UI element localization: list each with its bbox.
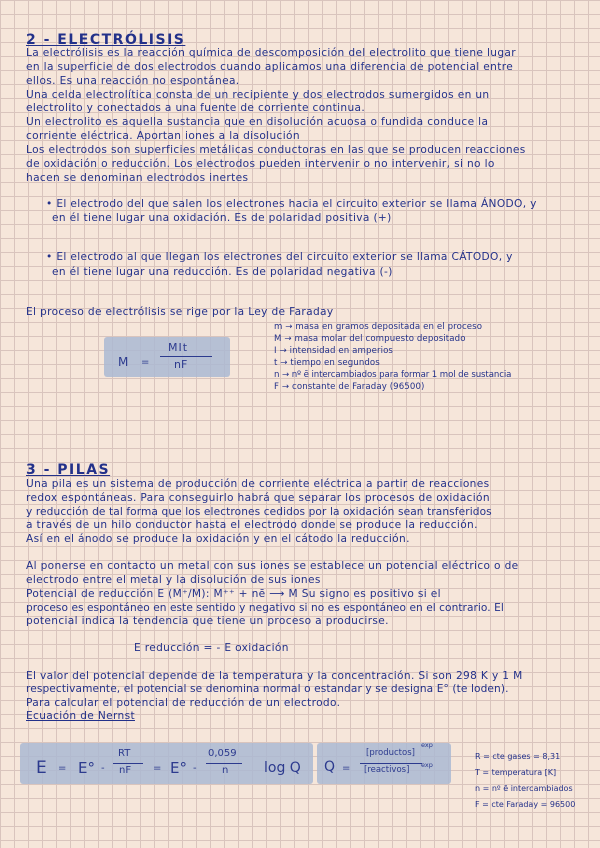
text-line: Para calcular el potencial de reducción de un electrodo. [26, 697, 341, 709]
text-line: La electrólisis es la reacción química de descomposición del electrolito que tiene lugar [26, 47, 516, 59]
q-productos: [productos] [366, 748, 415, 758]
equals-sign: = [58, 763, 67, 774]
text-line: ellos. Es una reacción no espontánea. [26, 75, 240, 87]
faraday-intro: El proceso de electrólisis se rige por la Ley de Faraday [26, 306, 334, 318]
nernst-e0: E° [78, 759, 95, 777]
nernst-coef: 0,059 [208, 748, 237, 759]
text-line: de oxidación o reducción. Los electrodos pueden intervenir o no intervenir, si no lo [26, 158, 495, 170]
constant-item: n = nº ē intercambiados [475, 784, 573, 793]
text-line: potencial indica la tendencia que tiene un proceso a producirse. [26, 615, 389, 627]
minus-sign: - [101, 763, 105, 774]
nernst-logq: log Q [264, 760, 301, 776]
text-line: Los electrodos son superficies metálicas conductoras en las que se producen reacciones [26, 144, 526, 156]
fraction-bar [360, 763, 422, 764]
text-line: Un electrolito es aquella sustancia que en disolución acuosa o fundida conduce la [26, 116, 489, 128]
text-line: en él tiene lugar una oxidación. Es de polaridad positiva (+) [52, 212, 392, 224]
constant-item: F = cte Faraday = 96500 [475, 800, 576, 809]
text-line: Potencial de reducción E (M⁺/M): M⁺⁺ + nē ⟶ M Su signo es positivo si el [26, 588, 441, 600]
formula-equals: = [141, 357, 150, 368]
minus-sign: - [193, 763, 197, 774]
formula-denominator: nF [174, 358, 188, 371]
text-line: • El electrodo del que salen los electrones hacia el circuito exterior se llama ÁNODO, y [46, 198, 537, 210]
text-line: redox espontáneas. Para conseguirlo habrá que separar los procesos de oxidación [26, 492, 490, 504]
fraction-bar [113, 763, 143, 764]
text-line: proceso es espontáneo en este sentido y negativo si no es espontáneo en el contrario. El [26, 602, 504, 614]
formula-lhs: M [118, 355, 129, 369]
legend-item: F → constante de Faraday (96500) [274, 382, 425, 392]
legend-item: t → tiempo en segundos [274, 358, 380, 368]
text-line: • El electrodo al que llegan los electrones del circuito exterior se llama CÁTODO, y [46, 251, 513, 263]
text-line: Así en el ánodo se produce la oxidación y en el cátodo la reducción. [26, 533, 410, 545]
nernst-label: Ecuación de Nernst [26, 710, 135, 722]
nernst-e: E [36, 758, 47, 778]
q-reactivos: [reactivos] [364, 765, 410, 775]
fraction-bar [160, 356, 212, 357]
text-line: electrodo entre el metal y la disolución de sus iones [26, 574, 321, 586]
text-line: y reducción de tal forma que los electrones cedidos por la oxidación sean transferidos [26, 506, 492, 518]
constant-item: R = cte gases = 8,31 [475, 752, 561, 761]
fraction-bar [206, 763, 242, 764]
legend-item: n → nº ē intercambiados para formar 1 mol de sustancia [274, 370, 512, 380]
q-symbol: Q [324, 759, 336, 775]
text-line: hacen se denominan electrodos inertes [26, 172, 249, 184]
nernst-e0: E° [170, 759, 187, 777]
formula-numerator: MIt [168, 341, 189, 354]
text-line: respectivamente, el potencial se denomina normal o estandar y se designa E° (te loden). [26, 683, 509, 695]
text-line: El valor del potencial depende de la temperatura y la concentración. Si son 298 K y 1 M [26, 670, 523, 682]
legend-item: I → intensidad en amperios [274, 346, 394, 356]
equals-sign: = [342, 763, 351, 774]
nernst-rt: RT [118, 748, 131, 759]
text-line: a través de un hilo conductor hasta el electrodo donde se produce la reducción. [26, 519, 478, 531]
ereduccion-formula: E reducción = - E oxidación [134, 642, 289, 654]
text-line: corriente eléctrica. Aportan iones a la disolución [26, 130, 300, 142]
text-line: Al ponerse en contacto un metal con sus iones se establece un potencial eléctrico o de [26, 560, 519, 572]
equals-sign: = [153, 763, 162, 774]
nernst-n: n [222, 765, 229, 776]
section-title-pilas: 3 - PILAS [26, 462, 111, 478]
text-line: en él tiene lugar una reducción. Es de polaridad negativa (-) [52, 266, 393, 278]
text-line: Una celda electrolítica consta de un recipiente y dos electrodos sumergidos en un [26, 89, 490, 101]
nernst-nf: nF [119, 765, 132, 776]
legend-item: m → masa en gramos depositada en el proceso [274, 322, 483, 332]
text-line: en la superficie de dos electrodos cuando aplicamos una diferencia de potencial entre [26, 61, 514, 73]
q-exp: exp [421, 761, 433, 769]
section-title-electrolisis: 2 - ELECTRÓLISIS [26, 32, 186, 48]
text-line: electrolito y conectados a una fuente de corriente continua. [26, 102, 366, 114]
q-exp: exp [421, 741, 433, 749]
text-line: Una pila es un sistema de producción de corriente eléctrica a partir de reacciones [26, 478, 490, 490]
constant-item: T = temperatura [K] [475, 768, 557, 777]
legend-item: M → masa molar del compuesto depositado [274, 334, 466, 344]
